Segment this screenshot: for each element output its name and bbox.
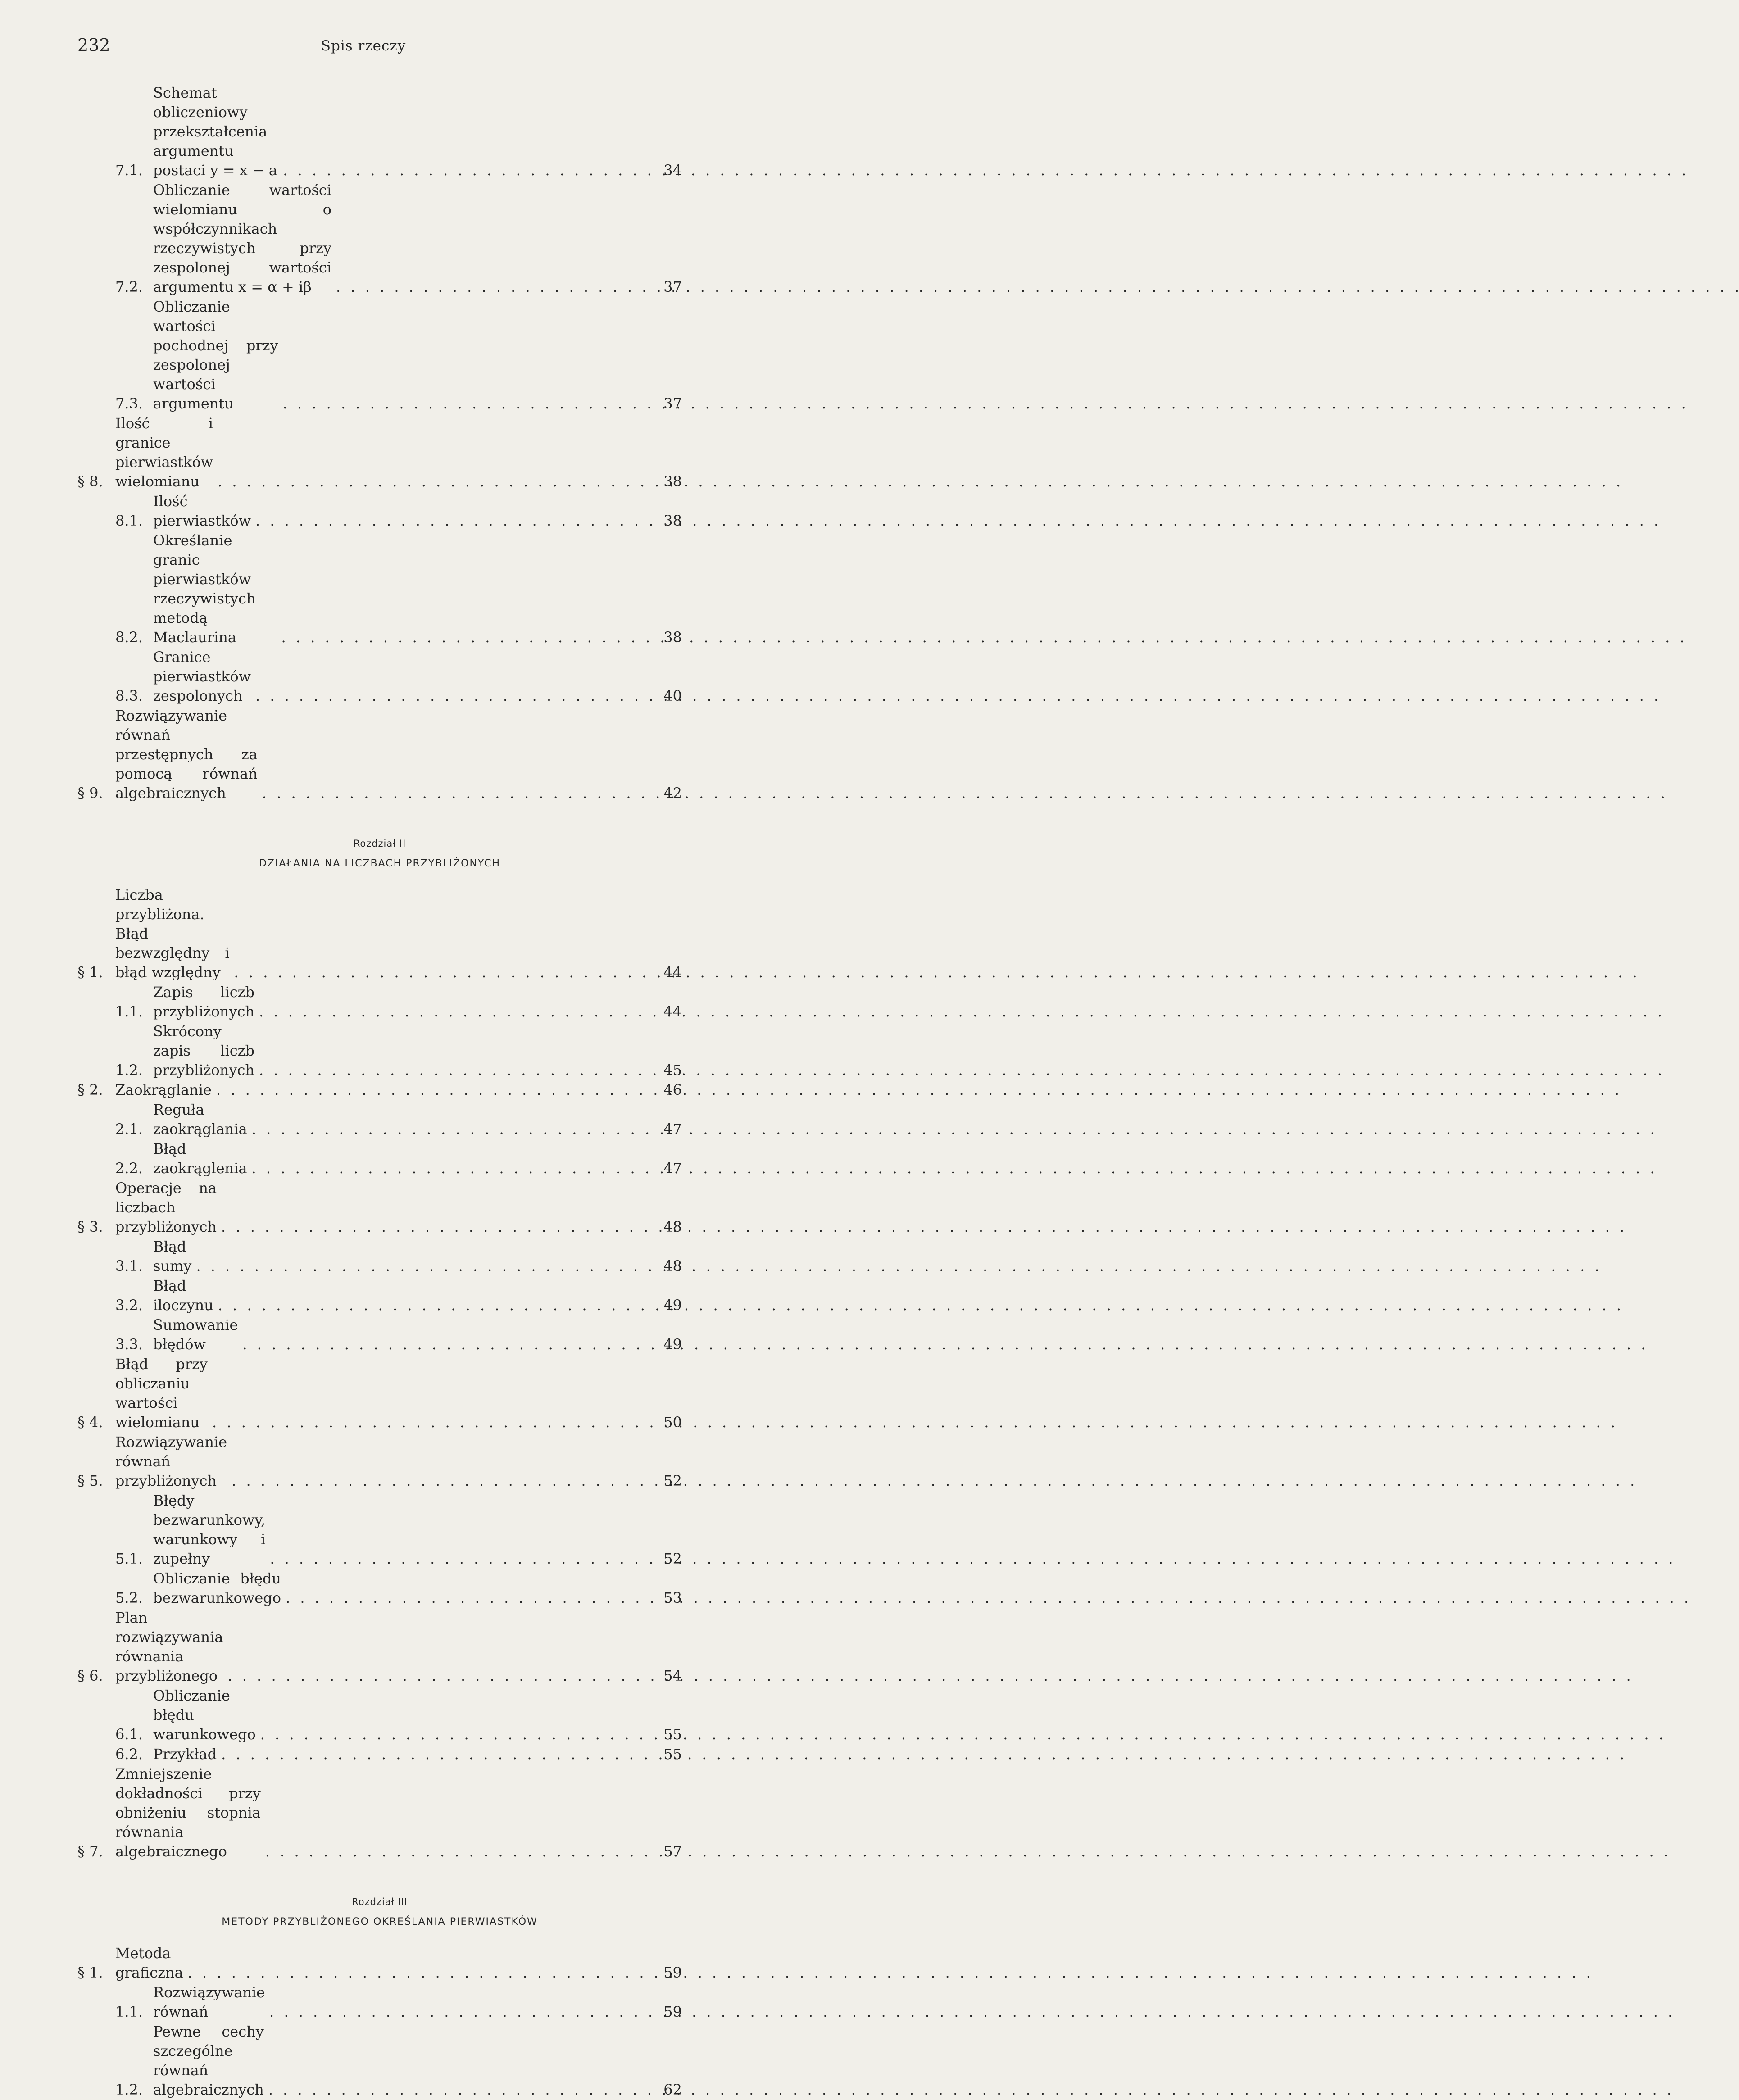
dot-leader xyxy=(188,1963,638,1982)
toc-entry xyxy=(77,1491,682,1569)
toc-entry xyxy=(77,1764,682,1861)
toc-entry-number: § 1. xyxy=(77,964,103,981)
toc-entry-title: Skrócony zapis liczb przybliżonych xyxy=(153,1023,255,1079)
dot-leader xyxy=(252,1159,638,1178)
toc-entry xyxy=(77,2022,682,2100)
dot-leader xyxy=(212,1413,638,1432)
dot-leader xyxy=(259,1002,638,1021)
toc-entry-title: Błąd przy obliczaniu wartości wielomianu xyxy=(115,1356,208,1431)
page-number: 232 xyxy=(77,35,110,55)
toc-entry-title: Ilość i granice pierwiastków wielomianu xyxy=(115,415,213,490)
toc-entry-number: 7.1. xyxy=(115,162,143,179)
toc-entry xyxy=(77,1569,682,1608)
toc-entry-number: 3.2. xyxy=(115,1297,143,1314)
toc-entry-title: Schemat obliczeniowy przekształcenia argumentu postaci y = x − a xyxy=(153,84,277,179)
toc-entry-page: 49 xyxy=(663,1336,682,1353)
toc-entry xyxy=(77,1080,682,1100)
dot-leader xyxy=(255,511,638,531)
toc-entry-page: 45 xyxy=(663,1061,682,1079)
toc-entry xyxy=(77,1608,682,1686)
toc-entry-number: 2.1. xyxy=(115,1120,143,1138)
toc-entry-number: 3.3. xyxy=(115,1336,143,1353)
dot-leader xyxy=(265,1842,638,1861)
chapter-title: DZIAŁANIA NA LICZBACH PRZYBLIŻONYCH xyxy=(259,858,501,869)
toc-entry-page: 59 xyxy=(663,1964,682,1981)
dot-leader xyxy=(221,1745,638,1764)
toc-entry-title: Obliczanie błędu warunkowego xyxy=(153,1687,256,1743)
toc-entry-page: 47 xyxy=(663,1160,682,1177)
toc-entry-page: 59 xyxy=(663,2003,682,2020)
toc-entry-page: 48 xyxy=(663,1218,682,1235)
dot-leader xyxy=(227,1666,638,1686)
toc-entry-page: 38 xyxy=(663,473,682,490)
toc-entry-number: § 1. xyxy=(77,1964,103,1981)
toc-entry-title: Ilość pierwiastków xyxy=(153,493,251,529)
toc-entry xyxy=(77,1022,682,1080)
toc-entry-title: Operacje na liczbach przybliżonych xyxy=(115,1179,217,1235)
dot-leader xyxy=(260,1725,638,1744)
toc-entry xyxy=(77,983,682,1021)
dot-leader xyxy=(216,1080,638,1100)
toc-entry-page: 44 xyxy=(663,964,682,981)
toc-entry-page: 42 xyxy=(663,785,682,802)
toc-entry-page: 44 xyxy=(663,1003,682,1020)
dot-leader xyxy=(268,2080,638,2100)
dot-leader xyxy=(270,1549,638,1569)
toc-entry-page: 37 xyxy=(663,395,682,412)
toc-entry-title: Błąd zaokrąglenia xyxy=(153,1140,247,1177)
toc-entry xyxy=(77,1100,682,1139)
toc-entry-title: Zaokrąglanie xyxy=(115,1081,212,1098)
toc-entry-page: 49 xyxy=(663,1297,682,1314)
toc-entry xyxy=(77,1355,682,1432)
chapter-label: Rozdział II xyxy=(353,838,406,849)
toc-entry-number: § 7. xyxy=(77,1843,103,1860)
dot-leader xyxy=(283,394,638,413)
toc-entry-number: 2.2. xyxy=(115,1160,143,1177)
toc-entry-number: 8.1. xyxy=(115,512,143,529)
toc-entry xyxy=(77,297,682,413)
toc-entry-number: 1.2. xyxy=(115,1061,143,1079)
dot-leader xyxy=(269,2002,638,2022)
toc-entry-number: § 2. xyxy=(77,1081,103,1098)
toc-entry-title: Rozwiązywanie równań xyxy=(153,1984,265,2020)
toc-entry-page: 38 xyxy=(663,512,682,529)
toc-entry-number: 5.1. xyxy=(115,1550,143,1567)
dot-leader xyxy=(234,963,638,982)
toc-entry xyxy=(77,531,682,647)
toc-entry-page: 57 xyxy=(663,1843,682,1860)
toc-entry-title: Zapis liczb przybliżonych xyxy=(153,984,255,1020)
toc-entry-number: 1.1. xyxy=(115,2003,143,2020)
toc-entry-number: § 6. xyxy=(77,1667,103,1684)
toc-entry xyxy=(77,706,682,803)
toc-entry-page: 55 xyxy=(663,1726,682,1743)
toc-entry-title: Liczba przybliżona. Błąd bezwzględny i błąd względny xyxy=(115,886,230,981)
toc-entry-title: Błąd iloczynu xyxy=(153,1277,213,1314)
toc-entry-number: § 8. xyxy=(77,473,103,490)
toc-entry-page: 40 xyxy=(663,687,682,704)
toc-entry-number: § 5. xyxy=(77,1472,103,1489)
toc-entry-title: Przykład xyxy=(153,1746,217,1763)
toc-entry-page: 47 xyxy=(663,1120,682,1138)
toc-entry-title: Błędy bezwarunkowy, warunkowy i zupełny xyxy=(153,1492,266,1567)
table-of-contents xyxy=(77,83,682,2100)
toc-entry-title: Granice pierwiastków zespolonych xyxy=(153,649,251,704)
toc-entry-number: 8.3. xyxy=(115,687,143,704)
toc-entry-number: § 4. xyxy=(77,1414,103,1431)
dot-leader xyxy=(252,1120,638,1139)
dot-leader xyxy=(221,1217,638,1237)
toc-entry xyxy=(77,414,682,491)
dot-leader xyxy=(336,277,638,297)
toc-entry-title: Pewne cechy szczególne równań algebraicznych xyxy=(153,2023,264,2098)
dot-leader xyxy=(196,1256,638,1276)
toc-entry-title: Obliczanie błędu bezwarunkowego xyxy=(153,1570,281,1606)
toc-entry xyxy=(77,1983,682,2022)
toc-entry xyxy=(77,1433,682,1491)
toc-entry-page: 53 xyxy=(663,1589,682,1606)
toc-entry xyxy=(77,1315,682,1354)
toc-entry-title: Sumowanie błędów xyxy=(153,1316,238,1353)
toc-entry xyxy=(77,1276,682,1315)
dot-leader xyxy=(218,472,638,491)
toc-entry xyxy=(77,1179,682,1237)
toc-entry xyxy=(77,648,682,706)
toc-entry-title: Zmniejszenie dokładności przy obniżeniu stopnia równania algebraicznego xyxy=(115,1765,261,1860)
toc-entry-number: 7.3. xyxy=(115,395,143,412)
dot-leader xyxy=(286,1588,638,1608)
toc-entry xyxy=(77,1686,682,1744)
dot-leader xyxy=(242,1335,638,1354)
toc-entry xyxy=(77,1237,682,1276)
toc-entry-page: 52 xyxy=(663,1472,682,1489)
toc-entry-title: Określanie granic pierwiastków rzeczywistych metodą Maclaurina xyxy=(153,532,256,646)
toc-entry xyxy=(77,492,682,531)
toc-entry-number: 5.2. xyxy=(115,1589,143,1606)
toc-entry-page: 52 xyxy=(663,1550,682,1567)
toc-entry xyxy=(77,885,682,982)
toc-entry-number: 6.1. xyxy=(115,1726,143,1743)
toc-entry-title: Obliczanie wartości wielomianu o współczynnikach rzeczywistych przy zespolonej wartości argumentu x = α + iβ xyxy=(153,181,332,295)
toc-entry-title: Metoda graficzna xyxy=(115,1945,183,1981)
toc-entry-title: Reguła zaokrąglania xyxy=(153,1101,247,1138)
dot-leader xyxy=(255,686,638,706)
toc-entry-page: 34 xyxy=(663,162,682,179)
running-head-title: Spis rzeczy xyxy=(321,38,406,54)
toc-entry xyxy=(77,1944,682,1982)
chapter-title: METODY PRZYBLIŻONEGO OKREŚLANIA PIERWIASTKÓW xyxy=(222,1916,538,1928)
toc-entry-title: Błąd sumy xyxy=(153,1238,192,1275)
toc-entry-number: 1.2. xyxy=(115,2081,143,2098)
toc-entry-number: 3.1. xyxy=(115,1257,143,1275)
toc-entry-title: Rozwiązywanie równań przestępnych za pomocą równań algebraicznych xyxy=(115,707,258,802)
toc-entry-number: § 9. xyxy=(77,785,103,802)
toc-entry-page: 37 xyxy=(663,278,682,295)
toc-entry-page: 50 xyxy=(663,1414,682,1431)
dot-leader xyxy=(259,1061,638,1080)
toc-entry-title: Plan rozwiązywania równania przybliżonego xyxy=(115,1609,223,1684)
toc-entry-page: 46 xyxy=(663,1081,682,1098)
toc-entry-page: 38 xyxy=(663,629,682,646)
toc-entry-number: 1.1. xyxy=(115,1003,143,1020)
dot-leader xyxy=(283,161,638,180)
running-header xyxy=(77,35,649,62)
dot-leader xyxy=(262,784,638,803)
dot-leader xyxy=(232,1471,638,1491)
toc-entry-number: § 3. xyxy=(77,1218,103,1235)
toc-entry-number: 6.2. xyxy=(115,1746,143,1763)
toc-entry xyxy=(77,181,682,297)
toc-entry-title: Obliczanie wartości pochodnej przy zespolonej wartości argumentu xyxy=(153,298,278,412)
toc-entry-page: 62 xyxy=(663,2081,682,2098)
toc-entry-page: 54 xyxy=(663,1667,682,1684)
dot-leader xyxy=(218,1296,638,1315)
toc-entry xyxy=(77,1139,682,1178)
chapter-heading xyxy=(77,1896,682,1928)
toc-entry-page: 55 xyxy=(663,1746,682,1763)
toc-entry xyxy=(77,1745,682,1764)
chapter-heading xyxy=(77,838,682,869)
dot-leader xyxy=(281,628,638,647)
toc-entry-number: 8.2. xyxy=(115,629,143,646)
toc-entry-page: 48 xyxy=(663,1257,682,1275)
toc-entry xyxy=(77,83,682,180)
toc-entry-title: Rozwiązywanie równań przybliżonych xyxy=(115,1433,227,1489)
chapter-label: Rozdział III xyxy=(352,1896,408,1907)
toc-entry-number: 7.2. xyxy=(115,278,143,295)
